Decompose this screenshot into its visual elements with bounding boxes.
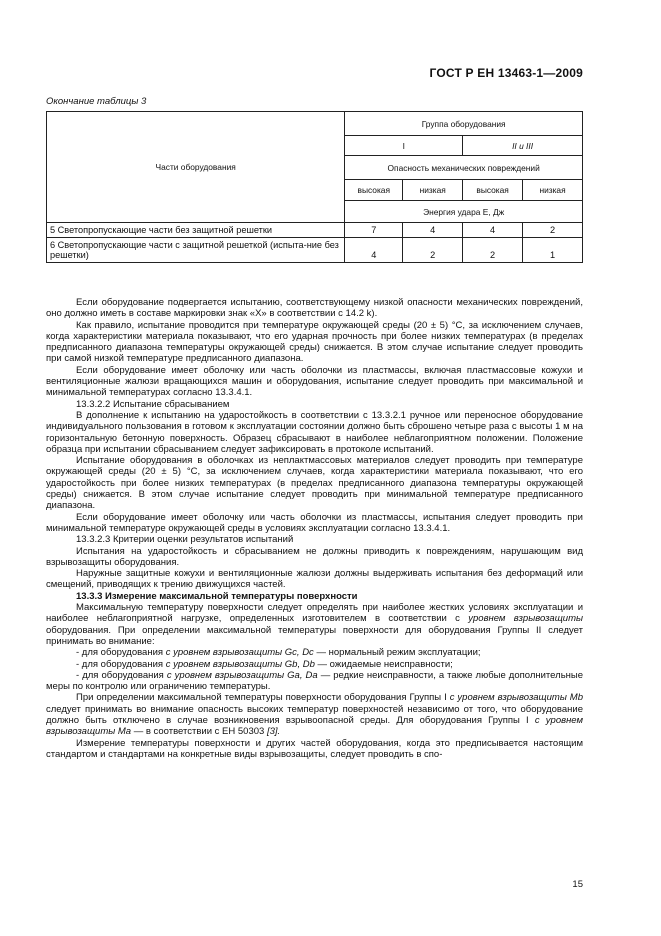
row-label: 5 Светопропускающие части без защитной решетки — [47, 223, 345, 238]
paragraph: Испытание оборудования в оболочках из неплактмассовых материалов следует проводить при температуре окружающей среды (20 ± 5) °С, за исключением случаев, когда характеристики материала показывают, что его ударостойкость при более низких температурах (в пределах предписанного диапазона температуры окружающей среды) снижается. В этом случае испытание следует проводить при минимальной температуре предписанного диапазона. — [46, 455, 583, 512]
paragraph: При определении максимальной температуры поверхности оборудования Группы I с уровнем взрывозащиты Mb следует принимать во внимание опасность высоких температур поверхностей независимо от того, что оборудование должно быть отключено в случае возникновения взрывоопасной среды. Для оборудования Группы I с уровнем взрывозащиты Ma — в соответствии с ЕН 50303 [3]. — [46, 692, 583, 738]
paragraph: Как правило, испытание проводится при температуре окружающей среды (20 ± 5) °С, за исключением случаев, когда характеристики материала показывают, что его ударная прочность при более низких температурах (в пределах предписанного диапазона температуры окружающей среды) снижается. В этом случае испытание следует проводить при самой низкой температуре предписанного диапазона. — [46, 319, 583, 365]
subsection-heading: 13.3.2.3 Критерии оценки результатов испытаний — [76, 534, 294, 546]
list-item: - для оборудования с уровнем взрывозащиты Gc, Dc — нормальный режим эксплуатации; — [76, 647, 481, 659]
header-group: Группа оборудования — [345, 112, 583, 136]
paragraph: Измерение температуры поверхности и других частей оборудования, когда это предписывается настоящим стандартом и стандартами на конкретные виды взрывозащиты, следует проводить в спо- — [46, 737, 583, 760]
list-item: - для оборудования с уровнем взрывозащиты Ga, Da — редкие неисправности, а также любые дополнительные меры по контролю или ограничению температуры. — [46, 669, 583, 693]
header-low-2: низкая — [523, 180, 583, 201]
header-low-1: низкая — [403, 180, 463, 201]
row-value: 4 — [463, 223, 523, 238]
row-label: 6 Светопропускающие части с защитной решеткой (испыта-ние без решетки) — [47, 238, 345, 263]
table-3 — [46, 111, 583, 263]
standard-identifier: ГОСТ Р ЕН 13463-1—2009 — [429, 66, 583, 80]
paragraph: Если оборудование подвергается испытанию, соответствующему низкой опасности механических повреждений, оно должно иметь в составе маркировки знак «X» в соответствии с 14.2 k). — [46, 297, 583, 320]
row-value: 7 — [345, 223, 403, 238]
header-group-1: I — [345, 136, 463, 156]
header-energy: Энергия удара Е, Дж — [345, 201, 583, 223]
page-number: 15 — [572, 879, 583, 890]
section-heading: 13.3.3 Измерение максимальной температуры поверхности — [76, 590, 358, 602]
row-value: 2 — [523, 223, 583, 238]
row-value: 2 — [403, 238, 463, 263]
list-item: - для оборудования с уровнем взрывозащиты Gb, Db — ожидаемые неисправности; — [76, 658, 453, 670]
row-value: 4 — [403, 223, 463, 238]
table-row — [47, 223, 583, 238]
header-high-2: высокая — [463, 180, 523, 201]
subsection-heading: 13.3.2.2 Испытание сбрасыванием — [76, 398, 230, 410]
body-text — [46, 297, 583, 760]
paragraph: Если оборудование имеет оболочку или часть оболочки из пластмассы, включая пластмассовые кожухи и вентиляционные жалюзи вращающихся машин и оборудования, испытание следует проводить при максимальной и минимальной температурах согласно 13.3.4.1. — [46, 364, 583, 399]
row-value: 2 — [463, 238, 523, 263]
row-value: 1 — [523, 238, 583, 263]
header-group-2-3: II и III — [463, 136, 583, 156]
header-parts: Части оборудования — [47, 112, 345, 223]
paragraph: Если оборудование имеет оболочку или часть оболочки из пластмассы, испытания следует проводить при минимальной температуре окружающей среды в условиях эксплуатации согласно 13.3.4.1. — [46, 511, 583, 534]
header-high-1: высокая — [345, 180, 403, 201]
header-risk: Опасность механических повреждений — [345, 156, 583, 180]
paragraph: В дополнение к испытанию на ударостойкость в соответствии с 13.3.2.1 ручное или переносное оборудование индивидуального пользования в готовом к эксплуатации состоянии должно быть сброшено четыре раза с высоты 1 м на горизонтальную бетонную поверхность. Образец сбрасывают в наиболее неблагоприятном положении. Положение образца при испытании сбрасыванием следует зафиксировать в протоколе испытаний. — [46, 409, 583, 455]
table-row — [47, 238, 583, 263]
paragraph: Наружные защитные кожухи и вентиляционные жалюзи должны выдерживать испытания без деформаций или смещений, приводящих к трению движущихся частей. — [46, 568, 583, 591]
row-value: 4 — [345, 238, 403, 263]
paragraph: Максимальную температуру поверхности следует определять при наиболее жестких условиях эксплуатации и наиболее неблагоприятной нагрузке, определенных изготовителем в соответствии с уровнем взрывозащиты оборудования. При определении максимальной температуры поверхности для оборудования Группы II следует принимать во внимание: — [46, 602, 583, 647]
paragraph: Испытания на ударостойкость и сбрасыванием не должны приводить к повреждениям, нарушающим вид взрывозащиты оборудования. — [46, 545, 583, 568]
table-caption: Окончание таблицы 3 — [46, 96, 147, 107]
